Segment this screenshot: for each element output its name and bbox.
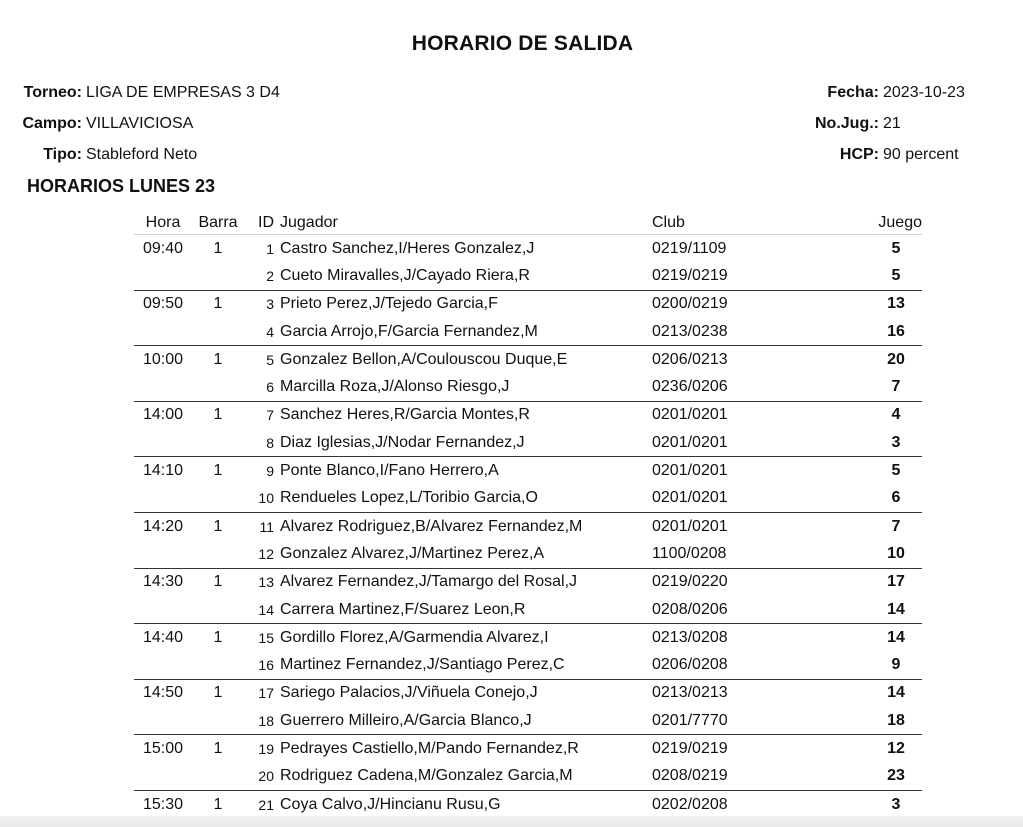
- table-row: [134, 235, 922, 263]
- meta-label: Campo:: [22, 115, 82, 132]
- cell-hora: [134, 429, 192, 457]
- table-row: [134, 512, 922, 540]
- cell-club: 0201/0201: [652, 462, 728, 480]
- table-row: [134, 568, 922, 596]
- meta-hcp: [759, 144, 1023, 175]
- cell-jugador: Sariego Palacios,J/Viñuela Conejo,J: [280, 684, 538, 702]
- cell-jugador: Marcilla Roza,J/Alonso Riesgo,J: [280, 373, 632, 401]
- cell-jugador: Sanchez Heres,R/Garcia Montes,R: [280, 406, 530, 424]
- meta-label: Fecha:: [827, 84, 879, 101]
- meta-value: LIGA DE EMPRESAS 3 D4: [86, 84, 280, 101]
- cell-club: 0219/0219: [652, 739, 728, 757]
- cell-barra: [192, 318, 244, 346]
- meta-value: Stableford Neto: [86, 146, 198, 163]
- table-row: [134, 679, 922, 707]
- cell-juego: 4: [891, 406, 901, 424]
- cell-hora: 10:00: [142, 350, 184, 368]
- cell-juego: 13: [887, 295, 905, 313]
- cell-hora: 14:40: [142, 628, 184, 646]
- cell-juego: 14: [887, 684, 905, 702]
- cell-barra: 1: [213, 295, 223, 313]
- cell-hora: 14:10: [142, 462, 184, 480]
- cell-barra: [192, 651, 244, 679]
- cell-club: 0213/0238: [632, 318, 870, 346]
- cell-barra: 1: [192, 790, 244, 818]
- cell-barra: [192, 262, 244, 290]
- cell-barra: [192, 596, 244, 624]
- cell-hora: 09:40: [142, 239, 184, 257]
- table-row: [134, 373, 922, 401]
- cell-id: 4: [244, 318, 280, 346]
- table-row: [134, 262, 922, 290]
- cell-juego: 9: [870, 651, 922, 679]
- table-row: [134, 429, 922, 457]
- cell-club: 0213/0208: [652, 628, 728, 646]
- cell-barra: [192, 763, 244, 791]
- cell-club: 0208/0219: [632, 763, 870, 791]
- cell-juego: 3: [870, 790, 922, 818]
- page-title: HORARIO DE SALIDA: [411, 32, 634, 55]
- meta-label: No.Jug.:: [815, 115, 879, 132]
- cell-juego: 23: [870, 763, 922, 791]
- tournament-info: [0, 82, 280, 175]
- cell-hora: [134, 262, 192, 290]
- cell-club: 0201/0201: [652, 406, 728, 424]
- meta-tipo: [0, 144, 280, 175]
- cell-hora: 14:50: [142, 684, 184, 702]
- cell-hora: 14:00: [142, 406, 184, 424]
- column-header-id: ID: [244, 212, 280, 235]
- column-header-jugador: Jugador: [280, 212, 632, 235]
- table-body: [134, 235, 922, 819]
- cell-jugador: Guerrero Milleiro,A/Garcia Blanco,J: [280, 707, 632, 735]
- cell-hora: [134, 318, 192, 346]
- cell-club: 0202/0208: [632, 790, 870, 818]
- cell-barra: [192, 540, 244, 568]
- cell-hora: 15:30: [134, 790, 192, 818]
- cell-hora: [134, 485, 192, 513]
- cell-id: 9: [266, 463, 274, 480]
- cell-club: 0206/0213: [652, 350, 728, 368]
- cell-jugador: Gordillo Florez,A/Garmendia Alvarez,I: [280, 628, 549, 646]
- cell-id: 6: [244, 373, 280, 401]
- cell-jugador: Cueto Miravalles,J/Cayado Riera,R: [280, 262, 632, 290]
- cell-id: 11: [259, 518, 274, 535]
- cell-id: 7: [266, 407, 274, 424]
- cell-juego: 17: [887, 573, 905, 591]
- cell-id: 10: [244, 485, 280, 513]
- table-row: [134, 318, 922, 346]
- table-row: [134, 540, 922, 568]
- page-bottom-edge: [0, 816, 1023, 827]
- cell-club: 0219/1109: [652, 239, 727, 257]
- cell-id: 16: [244, 651, 280, 679]
- cell-juego: 14: [870, 596, 922, 624]
- meta-value: 21: [883, 115, 901, 132]
- cell-barra: 1: [213, 517, 223, 535]
- cell-id: 14: [244, 596, 280, 624]
- cell-id: 19: [258, 740, 274, 757]
- cell-juego: 16: [870, 318, 922, 346]
- cell-id: 21: [244, 790, 280, 818]
- cell-jugador: Gonzalez Bellon,A/Coulouscou Duque,E: [280, 350, 568, 368]
- cell-id: 2: [244, 262, 280, 290]
- cell-barra: 1: [213, 350, 223, 368]
- table-row: [134, 290, 922, 318]
- cell-id: 3: [266, 296, 274, 313]
- cell-club: 0213/0213: [652, 684, 728, 702]
- cell-barra: 1: [213, 239, 223, 257]
- cell-jugador: Rodriguez Cadena,M/Gonzalez Garcia,M: [280, 763, 632, 791]
- cell-juego: 5: [891, 462, 901, 480]
- cell-jugador: Alvarez Fernandez,J/Tamargo del Rosal,J: [280, 573, 578, 591]
- column-header-barra: Barra: [192, 212, 244, 235]
- cell-hora: 14:20: [142, 517, 184, 535]
- cell-hora: [134, 373, 192, 401]
- cell-barra: [192, 373, 244, 401]
- table-row: [134, 401, 922, 429]
- table-row: [134, 790, 922, 818]
- cell-club: 0219/0220: [652, 573, 728, 591]
- cell-barra: [192, 429, 244, 457]
- cell-juego: 7: [870, 373, 922, 401]
- table-row: [134, 707, 922, 735]
- cell-barra: [192, 485, 244, 513]
- meta-value: 90 percent: [883, 146, 959, 163]
- meta-torneo: [0, 82, 280, 113]
- cell-jugador: Rendueles Lopez,L/Toribio Garcia,O: [280, 485, 632, 513]
- meta-value: VILLAVICIOSA: [86, 115, 194, 132]
- table-row: [134, 651, 922, 679]
- cell-barra: 1: [213, 739, 223, 757]
- cell-barra: 1: [213, 406, 223, 424]
- tee-times-table: [134, 212, 922, 819]
- cell-juego: 20: [887, 350, 905, 368]
- cell-jugador: Carrera Martinez,F/Suarez Leon,R: [280, 596, 632, 624]
- cell-club: 0201/0201: [632, 485, 870, 513]
- meta-campo: [0, 113, 280, 144]
- cell-hora: 15:00: [142, 739, 184, 757]
- cell-barra: 1: [213, 628, 223, 646]
- cell-jugador: Pedrayes Castiello,M/Pando Fernandez,R: [280, 739, 579, 757]
- cell-club: 0236/0206: [632, 373, 870, 401]
- cell-club: 0200/0219: [652, 295, 728, 313]
- cell-id: 15: [258, 629, 274, 646]
- meta-value: 2023-10-23: [883, 84, 965, 101]
- cell-jugador: Gonzalez Alvarez,J/Martinez Perez,A: [280, 540, 632, 568]
- table-header-row: [134, 212, 922, 235]
- event-info: [759, 82, 1023, 175]
- cell-juego: 18: [870, 707, 922, 735]
- cell-club: 0201/7770: [632, 707, 870, 735]
- cell-jugador: Coya Calvo,J/Hincianu Rusu,G: [280, 790, 632, 818]
- meta-nojug: [759, 113, 1023, 144]
- table-row: [134, 485, 922, 513]
- cell-jugador: Martinez Fernandez,J/Santiago Perez,C: [280, 651, 632, 679]
- cell-id: 18: [244, 707, 280, 735]
- cell-club: 0201/0201: [652, 517, 728, 535]
- cell-jugador: Prieto Perez,J/Tejedo Garcia,F: [280, 295, 498, 313]
- table-row: [134, 624, 922, 652]
- section-title: HORARIOS LUNES 23: [27, 176, 216, 196]
- table-row: [134, 763, 922, 791]
- cell-juego: 7: [891, 517, 901, 535]
- table-row: [134, 457, 922, 485]
- cell-juego: 14: [887, 628, 905, 646]
- cell-id: 5: [266, 351, 274, 368]
- cell-jugador: Diaz Iglesias,J/Nodar Fernandez,J: [280, 429, 632, 457]
- cell-id: 12: [244, 540, 280, 568]
- meta-label: HCP:: [839, 146, 879, 163]
- cell-hora: 14:30: [142, 573, 184, 591]
- cell-juego: 6: [870, 485, 922, 513]
- cell-id: 1: [266, 240, 274, 257]
- cell-id: 20: [244, 763, 280, 791]
- meta-label: Tipo:: [43, 146, 82, 163]
- table-row: [134, 346, 922, 374]
- cell-id: 13: [258, 574, 274, 591]
- cell-hora: [134, 540, 192, 568]
- column-header-club: Club: [632, 212, 870, 235]
- cell-jugador: Garcia Arrojo,F/Garcia Fernandez,M: [280, 318, 632, 346]
- cell-id: 17: [258, 685, 274, 702]
- cell-club: 1100/0208: [632, 540, 870, 568]
- cell-hora: 09:50: [142, 295, 184, 313]
- cell-id: 8: [244, 429, 280, 457]
- cell-juego: 12: [887, 739, 905, 757]
- table-row: [134, 735, 922, 763]
- meta-fecha: [759, 82, 1023, 113]
- table-row: [134, 596, 922, 624]
- cell-club: 0208/0206: [632, 596, 870, 624]
- cell-club: 0201/0201: [632, 429, 870, 457]
- cell-juego: 10: [870, 540, 922, 568]
- cell-jugador: Alvarez Rodriguez,B/Alvarez Fernandez,M: [280, 517, 583, 535]
- column-header-juego: Juego: [870, 212, 922, 235]
- cell-club: 0219/0219: [632, 262, 870, 290]
- column-header-hora: Hora: [134, 212, 192, 235]
- cell-barra: 1: [213, 462, 223, 480]
- cell-jugador: Castro Sanchez,I/Heres Gonzalez,J: [280, 239, 535, 257]
- cell-juego: 5: [891, 239, 901, 257]
- cell-hora: [134, 651, 192, 679]
- cell-barra: [192, 707, 244, 735]
- cell-barra: 1: [213, 573, 223, 591]
- cell-jugador: Ponte Blanco,I/Fano Herrero,A: [280, 462, 499, 480]
- meta-label: Torneo:: [23, 84, 82, 101]
- cell-hora: [134, 707, 192, 735]
- cell-hora: [134, 763, 192, 791]
- cell-club: 0206/0208: [632, 651, 870, 679]
- cell-barra: 1: [213, 684, 223, 702]
- cell-juego: 5: [870, 262, 922, 290]
- cell-juego: 3: [870, 429, 922, 457]
- cell-hora: [134, 596, 192, 624]
